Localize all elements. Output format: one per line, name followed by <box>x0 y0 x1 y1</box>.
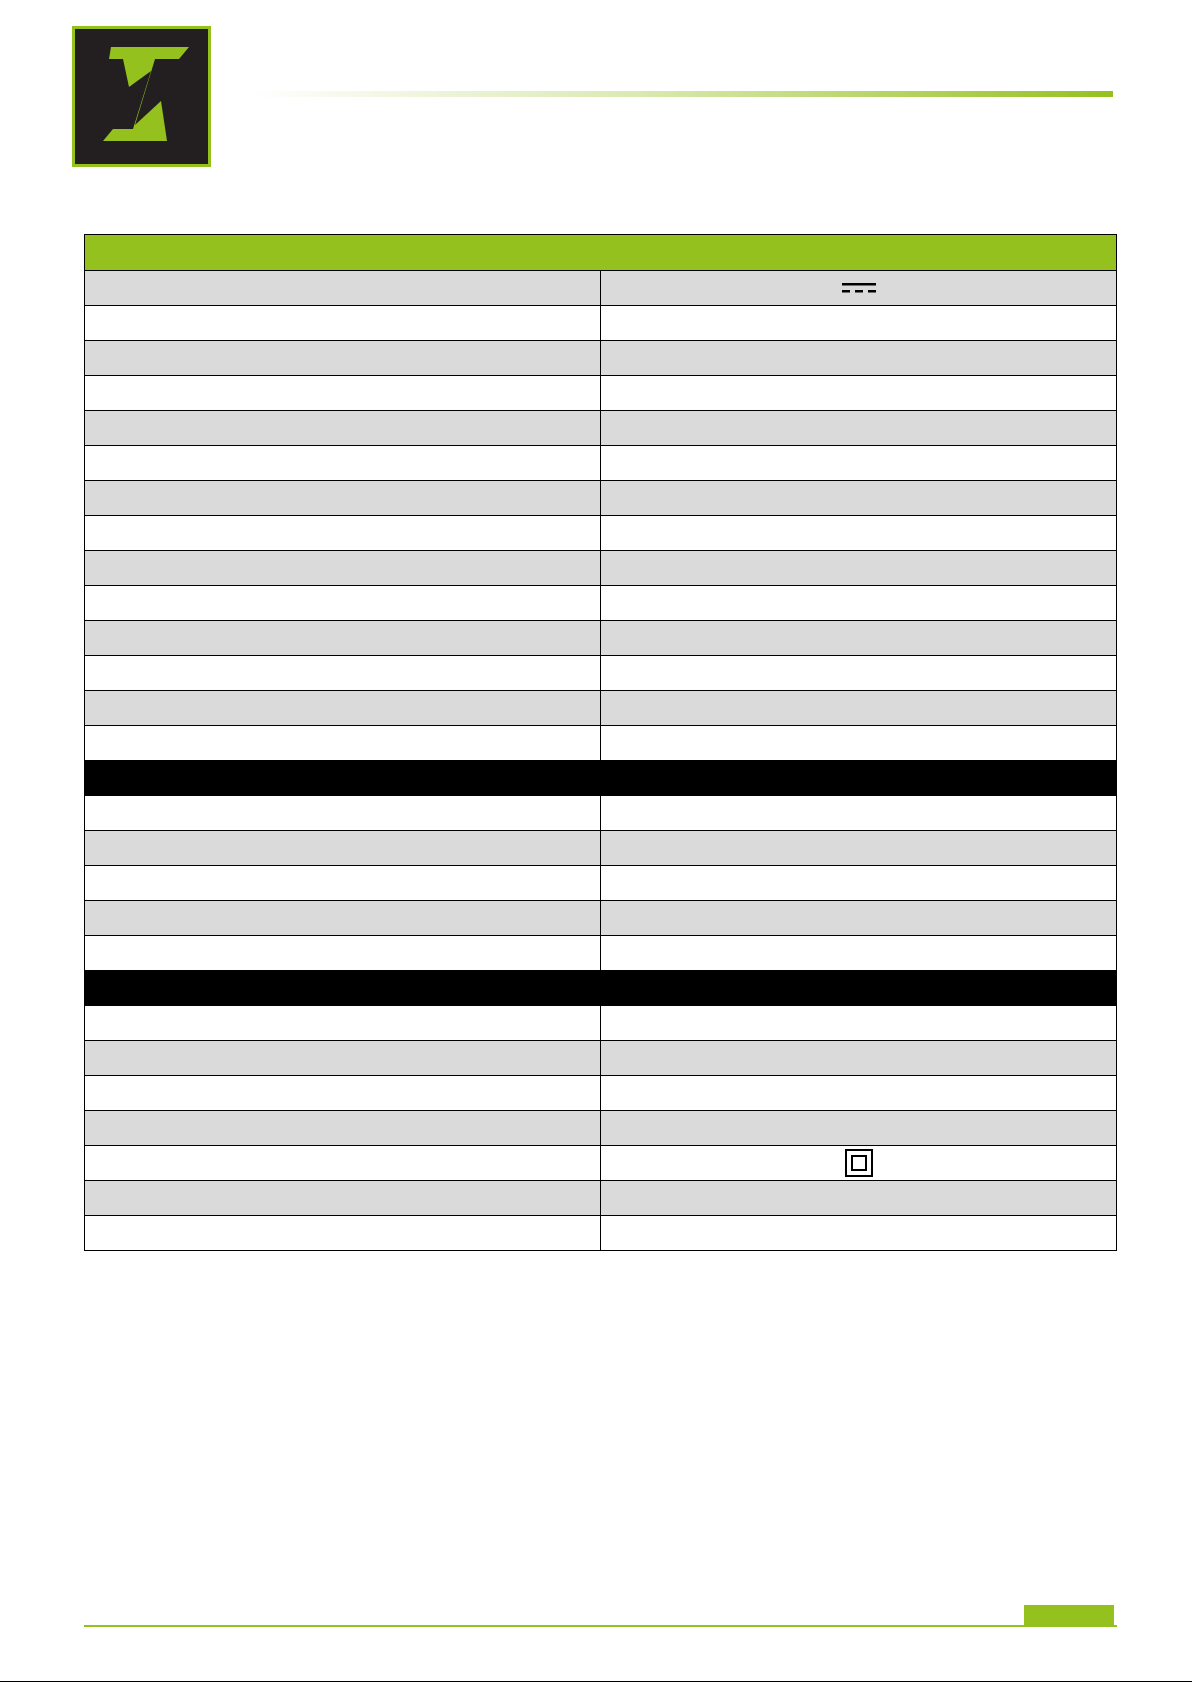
brand-logo <box>72 26 211 167</box>
header-gradient-line <box>250 91 1113 97</box>
spec-label <box>85 551 601 586</box>
spec-value <box>601 481 1117 516</box>
spec-label <box>85 656 601 691</box>
dc-current-icon <box>842 279 876 296</box>
spec-label <box>85 376 601 411</box>
table-row <box>85 936 1117 971</box>
spec-value <box>601 516 1117 551</box>
spec-value <box>601 726 1117 761</box>
section-label <box>85 971 601 1006</box>
table-row <box>85 341 1117 376</box>
table-row <box>85 411 1117 446</box>
spec-value <box>601 271 1117 306</box>
table-row <box>85 621 1117 656</box>
spec-label <box>85 1006 601 1041</box>
protection-class-ii-icon <box>845 1154 873 1171</box>
spec-label <box>85 796 601 831</box>
spec-value <box>601 1216 1117 1251</box>
spec-label <box>85 341 601 376</box>
spec-label <box>85 726 601 761</box>
table-row <box>85 551 1117 586</box>
spec-label <box>85 1076 601 1111</box>
table-row <box>85 586 1117 621</box>
spec-label <box>85 586 601 621</box>
spec-value <box>601 656 1117 691</box>
table-row <box>85 1006 1117 1041</box>
table-row <box>85 1146 1117 1181</box>
table-section-row <box>85 971 1117 1006</box>
table-title <box>85 235 1117 271</box>
table-row <box>85 1181 1117 1216</box>
section-value <box>601 971 1117 1006</box>
spec-value <box>601 866 1117 901</box>
spec-label <box>85 271 601 306</box>
technical-data-table <box>84 234 1117 1251</box>
spec-value <box>601 1181 1117 1216</box>
section-value <box>601 761 1117 796</box>
table-row <box>85 1041 1117 1076</box>
table-row <box>85 691 1117 726</box>
spec-value <box>601 796 1117 831</box>
spec-value <box>601 1006 1117 1041</box>
spec-label <box>85 481 601 516</box>
spec-value <box>601 551 1117 586</box>
spec-value <box>601 1111 1117 1146</box>
table-row <box>85 1216 1117 1251</box>
spec-value <box>601 341 1117 376</box>
table-row <box>85 446 1117 481</box>
spec-value <box>601 306 1117 341</box>
spec-label <box>85 936 601 971</box>
spec-value <box>601 621 1117 656</box>
spec-label <box>85 691 601 726</box>
spec-value <box>601 1041 1117 1076</box>
spec-label <box>85 446 601 481</box>
spec-value <box>601 446 1117 481</box>
table-row <box>85 656 1117 691</box>
footer-line <box>84 1625 1117 1627</box>
page-number-box <box>1024 1605 1114 1627</box>
bottom-rule <box>0 1681 1192 1682</box>
spec-label <box>85 621 601 656</box>
table-row <box>85 306 1117 341</box>
spec-label <box>85 1111 601 1146</box>
spec-value <box>601 411 1117 446</box>
section-label <box>85 761 601 796</box>
table-title-row <box>85 235 1117 271</box>
table-row <box>85 796 1117 831</box>
table-row <box>85 901 1117 936</box>
spec-label <box>85 1041 601 1076</box>
table-row <box>85 1111 1117 1146</box>
spec-value <box>601 691 1117 726</box>
table-row <box>85 271 1117 306</box>
spec-value <box>601 376 1117 411</box>
spec-value <box>601 1076 1117 1111</box>
zipper-z-logo-icon <box>75 29 208 164</box>
spec-value <box>601 586 1117 621</box>
table-row <box>85 516 1117 551</box>
spec-label <box>85 516 601 551</box>
spec-label <box>85 411 601 446</box>
table-section-row <box>85 761 1117 796</box>
spec-label <box>85 866 601 901</box>
table-row <box>85 481 1117 516</box>
table-row <box>85 866 1117 901</box>
spec-label <box>85 1216 601 1251</box>
spec-label <box>85 1181 601 1216</box>
spec-label <box>85 901 601 936</box>
spec-label <box>85 831 601 866</box>
spec-value <box>601 1146 1117 1181</box>
spec-value <box>601 831 1117 866</box>
table-row <box>85 726 1117 761</box>
table-row <box>85 831 1117 866</box>
table-row <box>85 1076 1117 1111</box>
spec-value <box>601 901 1117 936</box>
spec-label <box>85 306 601 341</box>
spec-label <box>85 1146 601 1181</box>
spec-value <box>601 936 1117 971</box>
table-row <box>85 376 1117 411</box>
